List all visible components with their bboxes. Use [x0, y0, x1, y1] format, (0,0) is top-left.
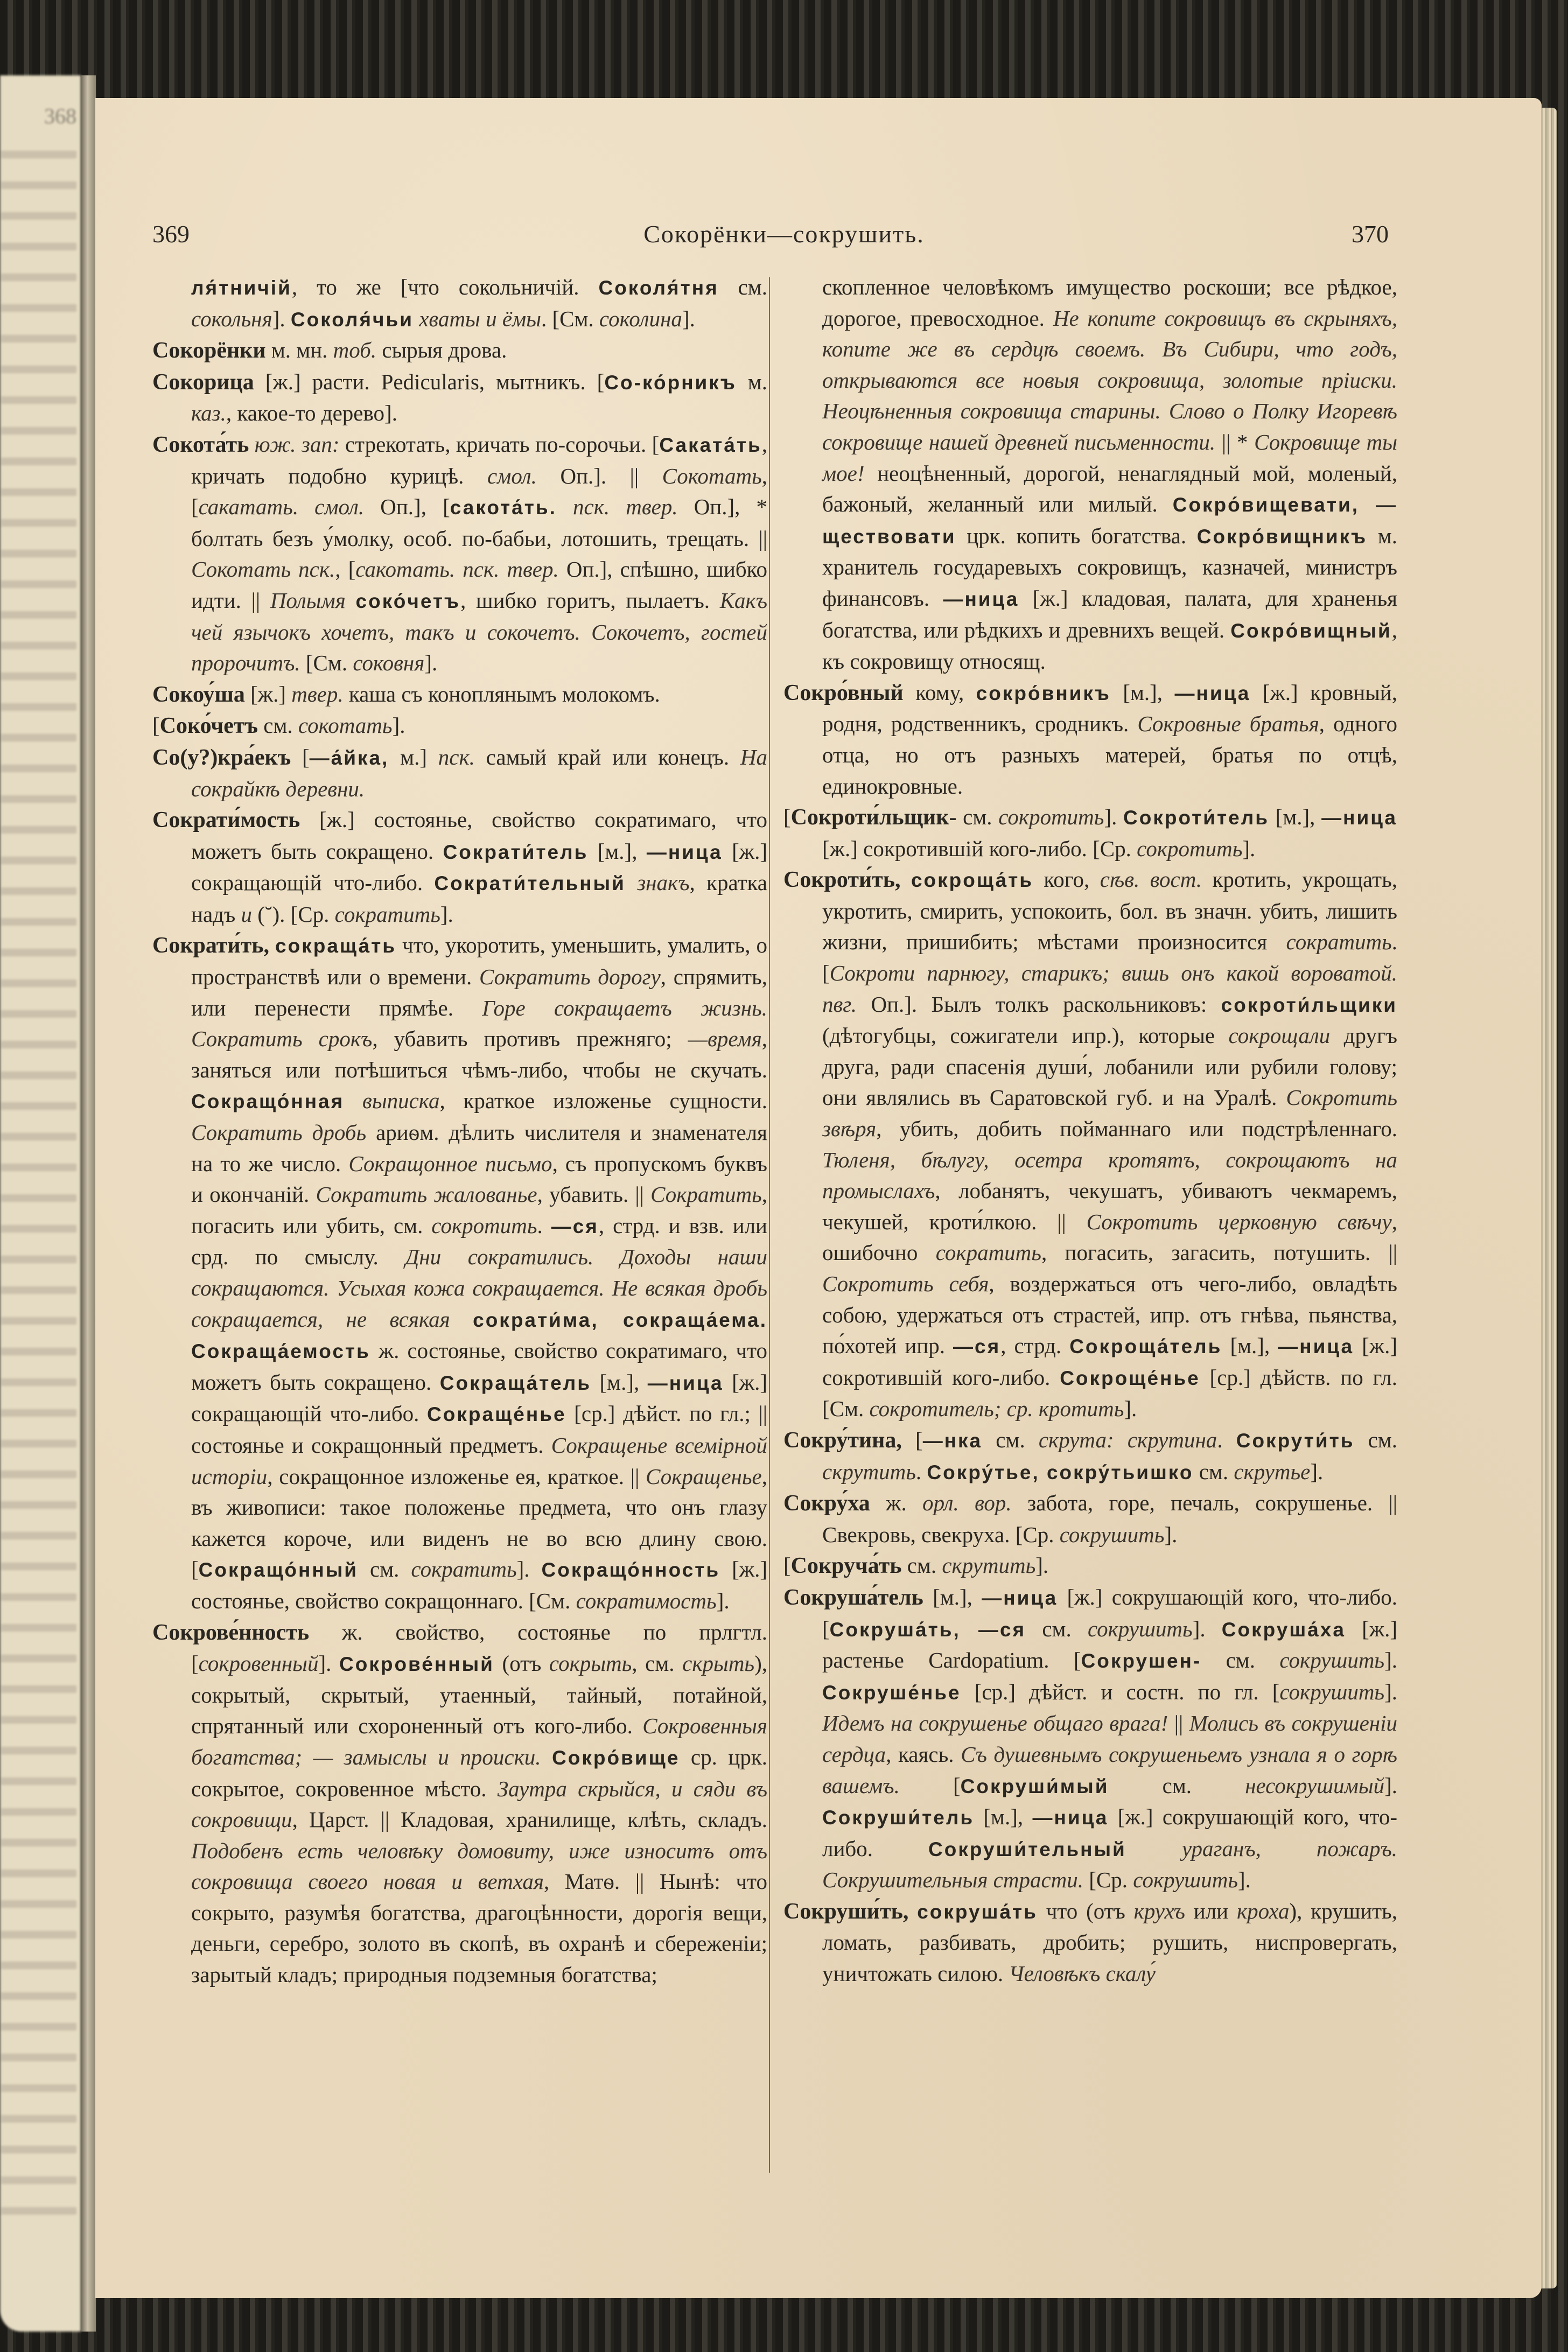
- dictionary-entry: [Сокруча́ть см. скрутить].: [783, 1553, 1049, 1579]
- blurred-text-line: [1, 2084, 76, 2092]
- dictionary-entry: Сокота́ть юж. зап: стрекотать, кричать по-сорочьи. [Саката́ть, кричать подобно курицѣ. смол. Оп.]. || Сокотать, [сакатать. смол. Оп.], [сакота́ть. пск. твер. Оп.], * болтать безъ у́молку, особ. по-бабьи, лотошить, трещать. || Сокотать пск., [сакотать. пск. твер. Оп.], спѣшно, шибко идти. || Полымя соко́четъ, шибко горитъ, пылаетъ. Какъ чей язычокъ хочетъ, такъ и сокочетъ. Сокочетъ, гостей пророчитъ. [См. соковня].: [152, 431, 768, 676]
- blurred-text-line: [1, 949, 76, 956]
- blurred-text-line: [1, 1256, 76, 1263]
- blurred-text-line: [1, 1870, 76, 1877]
- blurred-text-line: [1, 1348, 76, 1355]
- dictionary-entry: Сокорёнки м. мн. тоб. сырыя дрова.: [152, 338, 507, 363]
- entry-continuation: ля́тничій, то же [что сокольничій. Соколя́тня см. сокольня]. Соколя́чьи хваты и ёмы. [См. соколина].: [191, 275, 767, 331]
- blurred-text-line: [1, 1563, 76, 1570]
- blurred-text-line: [1, 1808, 76, 1816]
- blurred-text-line: [1, 1962, 76, 1969]
- blurred-text-line: [1, 2146, 76, 2153]
- blurred-text-line: [1, 1992, 76, 2000]
- blurred-text-line: [1, 580, 76, 588]
- blurred-text-line: [1, 1041, 76, 1048]
- running-title: Сокорёнки—сокрушить.: [643, 220, 925, 248]
- blurred-text-line: [1, 2023, 76, 2031]
- dictionary-entry: Сократи́мость [ж.] состоянье, свойство сократимаго, что можетъ быть сокращено. Сократи́тель [м.], —ница [ж.] сокращающій что-либо. Сократи́тельный знакъ, кратка надъ и (˘). [Ср. сократить].: [152, 807, 768, 927]
- blurred-text-line: [1, 826, 76, 834]
- blurred-text-line: [1, 765, 76, 772]
- blurred-text-line: [1, 1532, 76, 1539]
- blurred-text-line: [1, 427, 76, 435]
- blurred-text-line: [1, 550, 76, 557]
- blurred-text-line: [1, 1072, 76, 1079]
- blurred-text-line: [1, 918, 76, 926]
- blurred-text-line: [1, 335, 76, 342]
- blurred-text-line: [1, 1225, 76, 1233]
- blurred-text-line: [1, 1164, 76, 1171]
- blurred-text-line: [1, 1133, 76, 1140]
- blurred-text-line: [1, 1839, 76, 1846]
- blurred-text-line: [1, 274, 76, 281]
- blurred-text-line: [1, 1010, 76, 1018]
- blurred-text-line: [1, 1409, 76, 1417]
- dictionary-entry: Сокру́ха ж. орл. вор. забота, горе, печаль, сокрушенье. || Свекровь, свекруха. [Ср. сокрушить].: [783, 1490, 1397, 1547]
- blurred-text-line: [1, 734, 76, 741]
- dictionary-entry: Сокро́вный кому, сокро́вникъ [м.], —ница [ж.] кровный, родня, родственникъ, сродникъ. Сокровные братья, одного отца, но отъ разныхъ матерей, братья по отцѣ, единокровные.: [783, 680, 1397, 799]
- entry-continuation: скопленное человѣкомъ имущество роскоши; все рѣдкое, дорогое, превосходное. Не копите сокровищъ въ скрыняхъ, копите же въ сердцѣ своемъ. Въ Сибири, что годъ, открываются все новыя сокровища, золотые пріиски. Неоцѣненныя сокровища старины. Слово о Полку Игоревѣ сокровище нашей древней письменности. || * Сокровище ты мое! неоцѣненный, дорогой, ненаглядный мой, моленый, бажоный, желанный или милый. Сокро́вищевати, —ществовати црк. копить богатства. Сокро́вищникъ м. хранитель государевыхъ сокровищъ, казначей, министръ финансовъ. —ница [ж.] кладовая, палата, для храненья богатства, или рѣдкихъ и древнихъ вещей. Сокро́вищный, къ сокровищу относящ.: [822, 275, 1398, 674]
- dictionary-entry: Со(у?)кра́екъ [—а́йка, м.] пск. самый край или конецъ. На сокрайкѣ деревни.: [152, 744, 767, 801]
- blurred-text-line: [1, 673, 76, 680]
- blurred-text-line: [1, 979, 76, 987]
- blurred-text-line: [1, 2207, 76, 2215]
- blurred-text-line: [1, 1747, 76, 1754]
- blurred-text-line: [1, 1471, 76, 1478]
- dictionary-entry: [Соко́четъ см. сокотать].: [152, 713, 405, 739]
- blurred-text-line: [1, 795, 76, 803]
- dictionary-entry: Сокорица [ж.] расти. Pedicularis, мытникъ. [Со-ко́рникъ м. каз., какое-то дерево].: [152, 369, 767, 426]
- blurred-text-line: [1, 1777, 76, 1785]
- blurred-text-line: [1, 1900, 76, 1908]
- blurred-text-line: [1, 1624, 76, 1632]
- right-column: [783, 272, 1397, 1990]
- blurred-text-line: [1, 2176, 76, 2184]
- blurred-text-line: [1, 1317, 76, 1325]
- column-divider: [769, 277, 770, 2173]
- blurred-text-line: [1, 1501, 76, 1509]
- blurred-text-line: [1, 857, 76, 864]
- blurred-text-line: [1, 396, 76, 404]
- dictionary-entry: Сократи́ть, сокраща́ть что, укоротить, уменьшить, умалить, о пространствѣ или о времени. Сократить дорогу, спрямить, или перенести прямѣе. Горе сокращаетъ жизнь. Сократить срокъ, убавить противъ прежняго; —время, заняться или потѣшиться чѣмъ-либо, чтобы не скучать. Сокращо́нная выписка, краткое изложенье сущности. Сократить дробь ариѳм. дѣлить числителя и знаменателя на то же число. Сокращонное письмо, съ пропускомъ буквъ и окончаній. Сократить жалованье, убавить. || Сократить, погасить или убить, см. сокротить. —ся, стрд. и взв. или срд. по смыслу. Дни сократились. Доходы наши сокращаются. Усыхая кожа сокращается. Не всякая дробь сокращается, не всякая сократи́ма, сокраща́ема. Сокраща́емость ж. состоянье, свойство сократимаго, что можетъ быть сокращено. Сокраща́тель [м.], —ница [ж.] сокращающій что-либо. Сокраще́нье [ср.] дѣйст. по гл.; || состоянье и сокращонный предметъ. Сокращенье всемірной исторіи, сокращонное изложенье ея, краткое. || Сокращенье, въ живописи: такое положенье предмета, что онъ глазу кажется короче, или виденъ не во всю длину свою. [Сокращо́нный см. сократить]. Сокращо́нность [ж.] состоянье, свойство сокращоннаго. [См. сократимость].: [152, 933, 768, 1613]
- blurred-text-line: [1, 519, 76, 527]
- blurred-text-line: [1, 1378, 76, 1386]
- dictionary-entry: Сокруши́ть, сокруша́ть что (отъ крухъ или кроха), крушить, ломать, разбивать, дробить; рушить, ниспровергать, уничтожать силою. Человѣкъ скалу́: [783, 1898, 1397, 1986]
- blurred-text-line: [1, 1440, 76, 1447]
- blurred-text-line: [1, 1685, 76, 1693]
- dictionary-entry: Сокоу́ша [ж.] твер. каша съ коноплянымъ молокомъ.: [152, 681, 660, 707]
- page-number-left: 369: [152, 220, 190, 248]
- blurred-text-line: [1, 1194, 76, 1202]
- blurred-text-line: [1, 1102, 76, 1110]
- blurred-text-line: [1, 458, 76, 465]
- previous-page-number: 368: [44, 104, 76, 128]
- blurred-text-line: [1, 1286, 76, 1294]
- blurred-text-line: [1, 304, 76, 312]
- blurred-text-line: [1, 151, 76, 158]
- blurred-text-line: [1, 366, 76, 373]
- blurred-text-line: [1, 2054, 76, 2061]
- blurred-text-line: [1, 642, 76, 649]
- blurred-text-line: [1, 1593, 76, 1601]
- previous-page-edge: [0, 75, 81, 2332]
- page-header: [0, 215, 1568, 253]
- blurred-text-line: [1, 1716, 76, 1724]
- dictionary-entry: Сокру́тина, [—нка см. скрута: скрутина. Сокрути́ть см. скрутить. Сокру́тье, сокру́тьишко см. скрутье].: [783, 1427, 1398, 1484]
- page-stack-edges: [1541, 108, 1557, 2288]
- blurred-text-line: [1, 703, 76, 711]
- dictionary-entry: [Сокроти́льщик- см. сокротить]. Сокроти́тель [м.], —ница [ж.] сокротившій кого-либо. [Ср. сокротить].: [783, 804, 1397, 861]
- book-spine: [81, 75, 96, 2332]
- dictionary-entry: Сокруша́тель [м.], —ница [ж.] сокрушающій кого, что-либо. [Сокруша́ть, —ся см. сокрушить]. Сокруша́ха [ж.] растенье Cardopatium. [Сокрушен- см. сокрушить]. Сокруше́нье [ср.] дѣйст. и состн. по гл. [сокрушить]. Идемъ на сокрушенье общаго врага! || Молись въ сокрушеніи сердца, каясь. Съ душевнымъ сокрушеньемъ узнала я о горѣ вашемъ. [Сокруши́мый см. несокрушимый]. Сокруши́тель [м.], —ница [ж.] сокрушающій кого, что-либо. Сокруши́тельный ураганъ, пожаръ. Сокрушительныя страсти. [Ср. сокрушить].: [783, 1584, 1397, 1893]
- dictionary-entry: Сокроти́ть, сокроща́ть кого, сѣв. вост. кротить, укрощать, укротить, смирить, успокоить, бол. въ значн. убить, лишить жизни, пришибить; мѣстами произносится сократить. [Сокроти парнюгу, старикъ; вишь онъ какой вороватой. пвг. Оп.]. Былъ толкъ раскольниковъ: сокроти́льщики (дѣтогубцы, сожигатели ипр.), которые сокрощали другъ друга, ради спасенія души́, лобанили или рубили голову; они являлись въ Саратовской губ. и на Уралѣ. Сокротить звѣря, убить, добить пойманнаго или подстрѣленнаго. Тюленя, бѣлугу, осетра кротятъ, сокрощаютъ на промыслахъ, лобанятъ, чекушатъ, убиваютъ чекмаремъ, чекушей, кроти́лкою. || Сокротить церковную свѣчу, ошибочно сократить, погасить, загасить, потушить. || Сокротить себя, воздержаться отъ чего-либо, овладѣть собою, удержаться отъ страстей, ипр. отъ гнѣва, пьянства, по́хотей ипр. —ся, стрд. Сокроща́тель [м.], —ница [ж.] сокротившій кого-либо. Сокроще́нье [ср.] дѣйств. по гл. [См. сокротитель; ср. кротить].: [783, 867, 1398, 1422]
- blurred-text-line: [1, 1655, 76, 1662]
- dictionary-entry: Сокрове́нность ж. свойство, состоянье по прлгтл. [сокровенный]. Сокрове́нный (отъ сокрыть, см. скрыть), сокрытый, скрытый, утаенный, тайный, потайной, спрятанный или схороненный отъ кого-либо. Сокровенныя богатства; — замыслы и происки. Сокро́вище ср. црк. сокрытое, сокровенное мѣсто. Заутра скрыйся, и сяди въ сокровищи, Царст. || Кладовая, хранилище, клѣть, складъ. Подобенъ есть человѣку домовиту, иже износитъ отъ сокровища своего новая и ветхая, Матѳ. || Нынѣ: что сокрыто, разумѣя богатства, драгоцѣнности, дорогія вещи, деньги, серебро, золото въ скопѣ, въ охранѣ и сбереженіи; зарытый кладъ; природныя подземныя богатства;: [152, 1619, 768, 1987]
- blurred-text-line: [1, 181, 76, 189]
- left-column: [152, 272, 767, 1991]
- page-number-right: 370: [1352, 220, 1389, 248]
- blurred-text-line: [1, 611, 76, 619]
- blurred-text-line: [1, 1931, 76, 1938]
- blurred-text-line: [1, 887, 76, 895]
- blurred-text-line: [1, 488, 76, 496]
- blurred-text-line: [1, 2115, 76, 2123]
